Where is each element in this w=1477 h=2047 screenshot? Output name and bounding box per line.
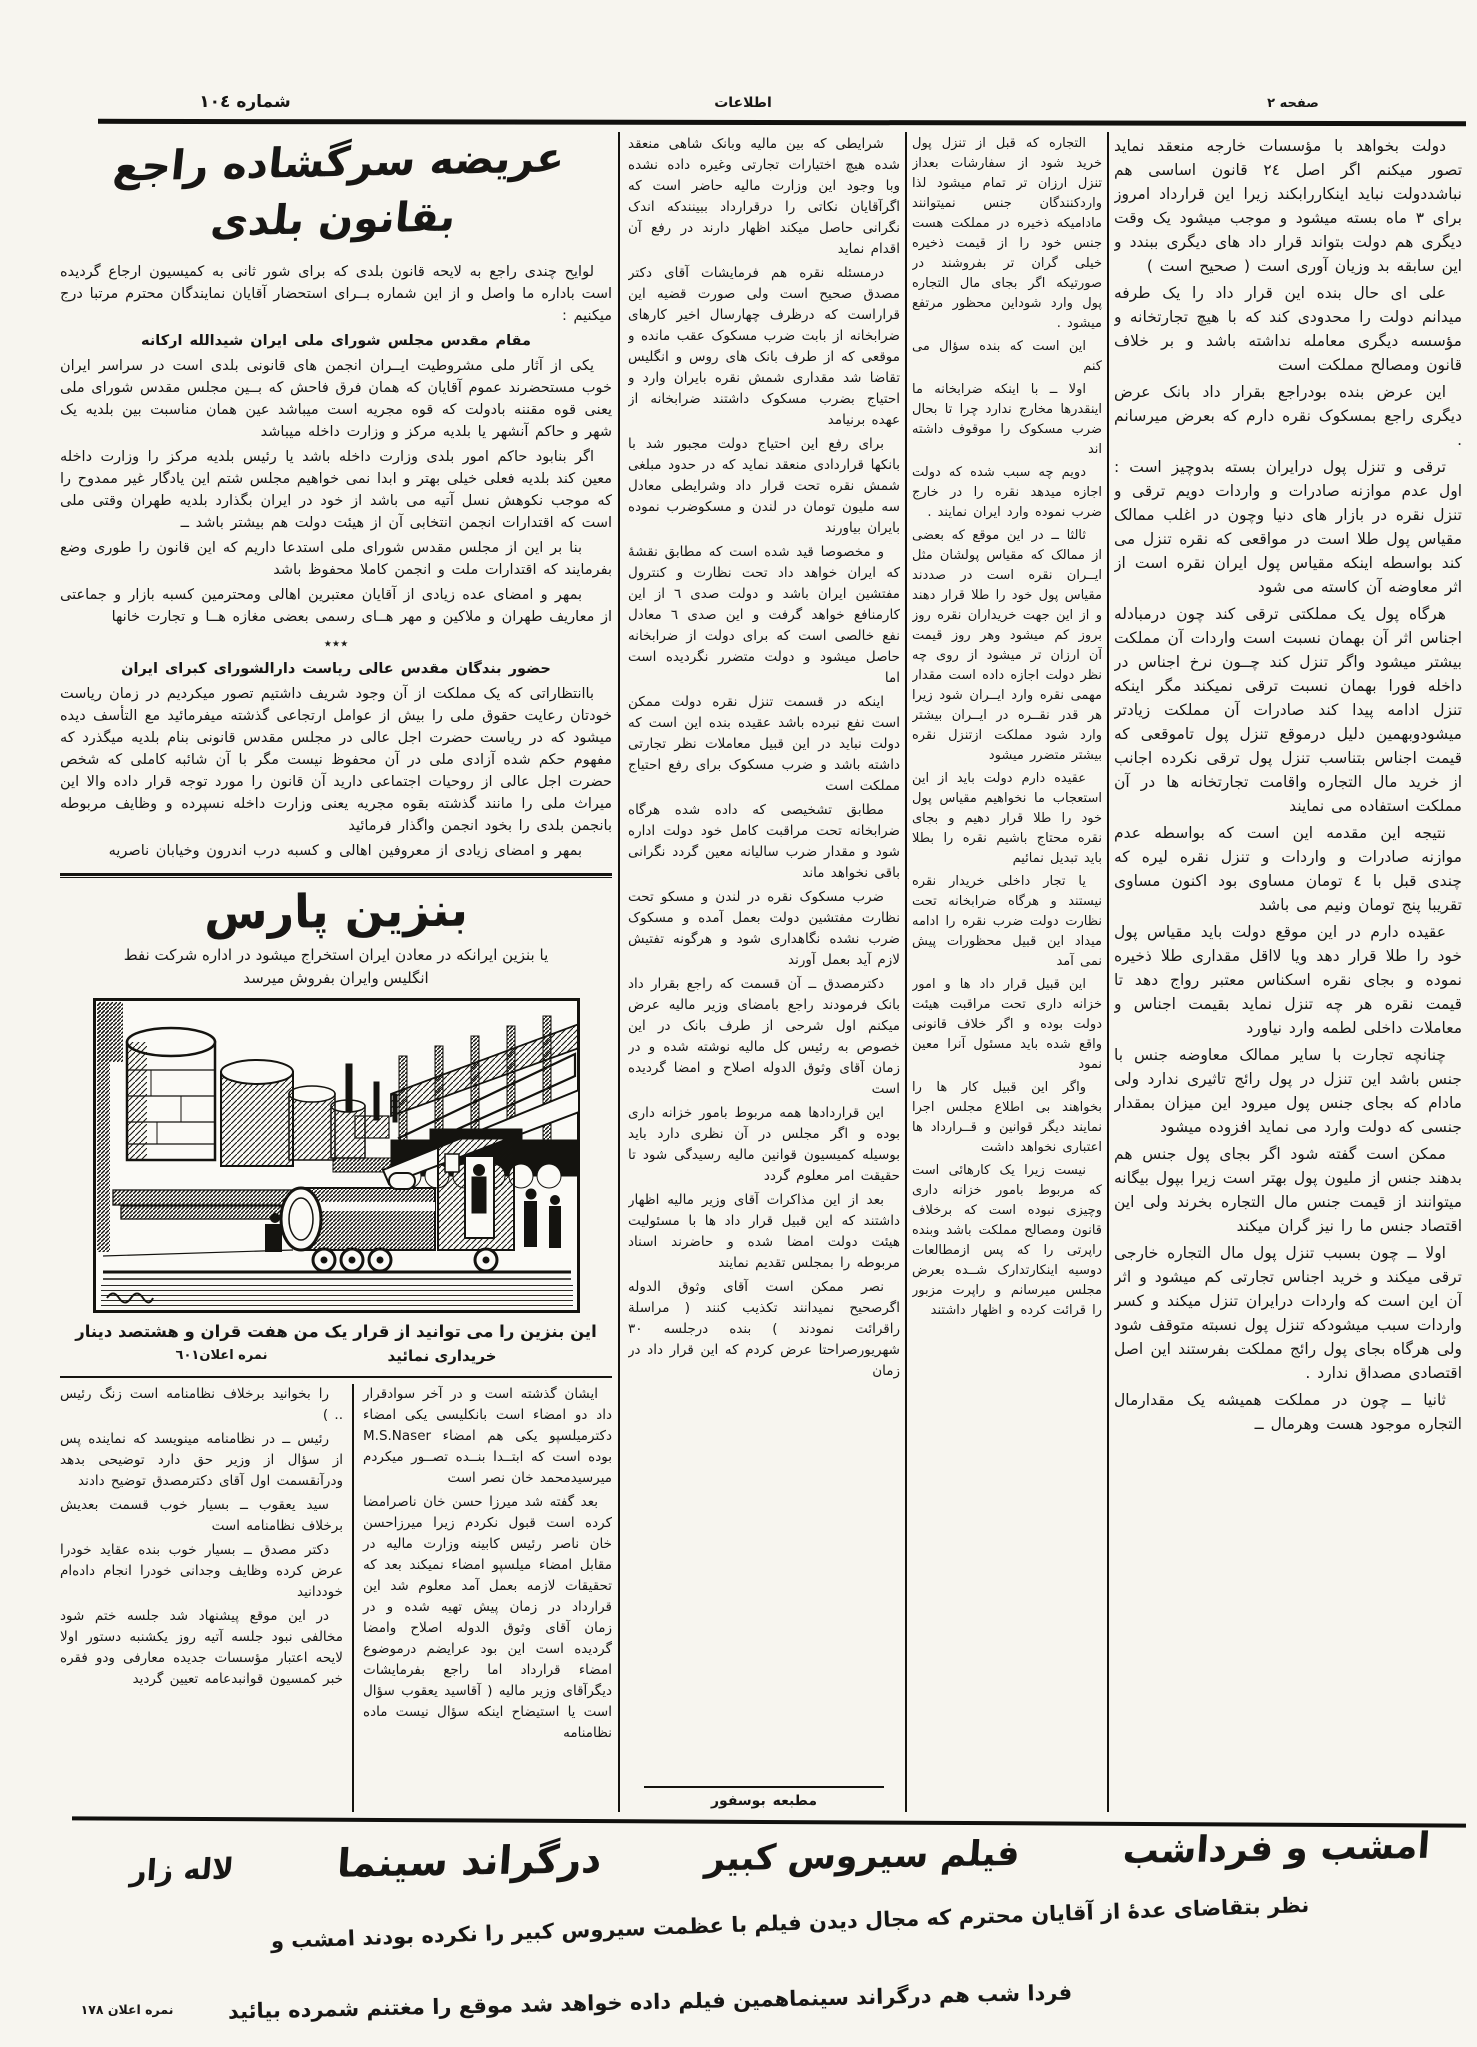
body-paragraph: دکتر مصدق ــ بسیار خوب بنده عقاید خودرا عرض کرده وظایف وجدانی خودرا انجام داده‌ام خوددانید: [60, 1541, 343, 1600]
ad-number: نمره اعلان٦٠١: [175, 1347, 268, 1363]
body-paragraph: اینکه در قسمت تنزل نقره دولت ممکن است نفع نبرده باشد عقیده بنده این است که دولت نباید در این قبیل معاملات نظر تجارتی داشته باشد و ضرب مسکوک برای رفع احتیاج مملکت است: [628, 694, 900, 794]
body-paragraph: نیست زیرا یک کارهائی است که مربوط بامور خزانه داری وچیزی نبوده است که برخلاف قانون ومصالح مملکت باشد وبنده راپرتی را که پس ازمطالعات دوسیه اینکارتدارک شــده بعرض مجلس میرسانم و راپرت مزبور را قرائت کرده و اظهار داشتند: [912, 1163, 1102, 1318]
body-paragraph: سید یعقوب ــ بسیار خوب قسمت بعدیش برخلاف نظامنامه است: [60, 1496, 343, 1534]
cinema-ad-number: نمره اعلان ١٧٨: [80, 2002, 174, 2017]
body-paragraph: این قبیل قرار داد ها و امور خزانه داری تحت مراقبت هیئت دولت بوده و اگر خلاف قانونی واقع شده باید مسئول آنرا معین نمود: [912, 977, 1102, 1072]
body-paragraph: ضرب مسکوک نقره در لندن و مسکو تحت نظارت مفتشین دولت بعمل آمده و مسکوک ضرب نشده نگاهداری شود و هرگونه تفتیش لازم آید بعمل آورند: [628, 889, 900, 968]
letter-intro: لوایح چندی راجع به لایحه قانون بلدی که برای شور ثانی به کمیسیون ارجاع گردیده است باداره ما واصل و از این شماره بــرای استحضار آقایان نمایندگان محترم مرتبا درج میکنیم :: [60, 263, 612, 324]
body-paragraph: دکترمصدق ــ آن قسمت که راجع بقرار داد بانک فرمودند راجع بامضای وزیر مالیه عرض میکنم اول شرحی از طرف بانک در این خصوص به رئیس کل مالیه نوشته شده و در زمان آقای وثوق الدوله اصلاح و امضا گردیده است: [628, 976, 900, 1097]
body-paragraph: التجاره که قبل از تنزل پول خرید شود از سفارشات بعداز تنزل ارزان تر تمام میشود لذا واردکنندگان جنس نمیتوانند مادامیکه ذخیره در مملکت هست جنس خود را از قیمت ذخیره خیلی گران تر بفروشند در صورتیکه اگر بجای مال التجاره پول وارد شوداین محظور مرتفع میشود .: [912, 136, 1102, 331]
cinema-banner-item: امشب و فرداشب: [1121, 1825, 1432, 1873]
body-paragraph: درمسئله نقره هم فرمایشات آقای دکتر مصدق صحیح است ولی صورت قضیه این قراراست که درظرف چهارسال اخیر کارهای ضرابخانه از بابت ضرب مسکوک عقب مانده و موقعی که از طرف بانک های روس و انگلیس تقاضا شد مقداری شمش نقره بایران وارد و احتیاج بضرب مسکوک داشتند ضرابخانه از عهده برنیامد: [628, 265, 900, 428]
printer-imprint: مطبعه بوسفور: [710, 1793, 817, 1809]
body-paragraph: دولت بخواهد با مؤسسات خارجه منعقد نماید تصور میکنم اگر اصل ٢٤ قانون اساسی هم نباشددولت نباید اینکاررابکند زیرا این قرارداد امروز برای ٣ ماه بسته میشود و موجب میشود یک وقت دیگری هم دولت بتواند قرار داد های دیگری ببندد و این سابقه بد وزیان آوری است ( صحیح است ): [1114, 137, 1462, 275]
open-letter-body: [60, 261, 612, 865]
body-paragraph: یا تجار داخلی خریدار نقره نیستند و هرگاه ضرابخانه تحت نظارت دولت ضرب نقره را ادامه میداد این قبیل محظورات پیش نمی آمد: [912, 874, 1102, 969]
body-paragraph: نتیجه این مقدمه این است که بواسطه عدم موازنه صادرات و واردات و تنزل نقره لیره که چندی قبل با ٤ تومان مساوی بود اکنون مساوی تقریبا پنج تومان ونیم می باشد: [1114, 824, 1462, 914]
body-paragraph: ثالثا ــ در این موقع که بعضی از ممالک که مقیاس پولشان مثل ایــران نقره است در صددند مقیاس پول خود را طلا قرار دهند و از این جهت خریداران نقره روز بروز کم میشود وهر روز قیمت آن ارزان تر میشود از روی چه نظر دولت اجازه داده است مقدار مهمی نقره وارد ایــران شود زیرا هر قدر نقــره در ایــران بیشتر وارد شود مملکت ازتنزل نقره بیشتر متضرر میشود: [912, 528, 1102, 763]
second-letter-title: حضور بندگان مقدس عالی ریاست دارالشورای کبرای ایران: [121, 660, 551, 677]
body-paragraph: ثانیا ــ چون در مملکت همیشه یک مقدارمال التجاره موجود هست وهرمال ــ: [1114, 1391, 1462, 1433]
letter-salutation: مقام مقدس مجلس شورای ملی ایران شیدالله ارکانه: [141, 332, 531, 349]
letter-paragraph: اگر بنابود حاکم امور بلدی وزارت داخله باشد یا رئیس بلدیه مرکز را وزارت داخله معین کند بلدیه فعلی خیلی بهتر و ابدا نمی خواهیم مجلس شتم این یادگار غیر ممدوح را که موجب نکوهش نسل آتیه می باشد از خود در ایران بگذارد بلدیه طهران وقتی ملی است که اقتدارات انجمن انتخابی آن از هیئت دولت هم بیشتر باشد ــ: [60, 448, 612, 531]
column-3-text: [628, 134, 900, 1781]
body-paragraph: مطابق تشخیصی که داده شده هرگاه ضرابخانه تحت مراقبت کامل خود دولت اداره شود و مقدار ضرب سالیانه معین گردد نگرانی باقی نخواهد ماند: [628, 802, 900, 881]
body-paragraph: و مخصوصا قید شده است که مطابق نقشهٔ که ایران خواهد داد تحت نظارت و کنترول مفتشین ایران باشد و دولت صدی ٦ از این کارمنافع خواهد گرفت و این صدی ٦ معادل نفع خالصی است که برای دولت از ضرابخانه حاصل میشود و دولت متضرر نگردیده است اما: [628, 544, 900, 686]
body-paragraph: اولا ــ چون بسبب تنزل پول مال التجاره خارجی ترقی میکند و خرید اجناس تجارتی کم میشود و اثر آن این است که واردات درایران تنزل میکند و کسر واردات سبب میشودکه تنزل پول نسبته متوقف شود ولی هرگاه بجای پول رائج مملکت بفرستند این اصل اقتصادی مصداق ندارد .: [1114, 1244, 1462, 1382]
column-1-silver-speech: [1114, 134, 1462, 1812]
body-paragraph: شرایطی که بین مالیه وبانک شاهی منعقد شده هیچ اختیارات تجارتی وغیره داده نشده وبا وجود این وزارت مالیه حاضر است که اگرآقایان نکاتی را درقرارداد ببینندکه اندک نگرانی حاصل میکند اظهار دارند در رفع آن اقدام نماید: [628, 136, 900, 257]
body-paragraph: ترقی و تنزل پول درایران بسته بدوچیز است : اول عدم موازنه صادرات و واردات دویم ترقی و تنزل نقره در بازار های دنیا وچون در اغلب ممالک مقیاس پول طلا است در مواقعی که نقره تنزل می کند بواسطه اینکه مقیاس پول ایران نقره است از اثر معاوضه آن کاسته می شود: [1114, 458, 1462, 596]
subcolumn-divider: [352, 1384, 354, 1812]
body-paragraph: رئیس ــ در نظامنامه مینویسد که نماینده پس از سؤال از وزیر حق دارد توضیحی بدهد ودرآنقسمت اول آقای دکترمصدق توضیح دادند: [60, 1430, 343, 1489]
body-paragraph: ممکن است گفته شود اگر بجای پول جنس هم بدهند جنس از ملیون پول بهتر است زیرا بپول بیگانه میتوانند از قیمت جنس مال التجاره بخرند ولی این اقتصاد جنس ما را نیز گران میکند: [1114, 1145, 1462, 1235]
debate-left-subcolumn: [60, 1384, 352, 1812]
body-paragraph: این عرض بنده بودراجع بقرار داد بانک عرض دیگری راجع بمسکوک نقره دارم که بعرض میرسانم .: [1114, 383, 1462, 449]
cinema-banner-item: درگراند سینما: [335, 1837, 604, 1887]
body-paragraph: علی ای حال بنده این قرار داد را یک طرفه میدانم دولت را محدودی کند که با هیچ تجارتخانه و مؤسسه دیگری معامله نداشته باشد و بر خلاف قانون ومصالح مملکت است: [1114, 284, 1462, 374]
majles-debate-continuation: [60, 1384, 612, 1812]
body-paragraph: بعد گفته شد میرزا حسن خان ناصرامضا کرده است قبول نکردم زیرا میرزاحسن خان ناصر رئیس کابینه وزارت مالیه در مقابل امضاء میلسپو امضاء نمیکند بعد که تحقیقات لازمه بعمل آمد معلوم شد این قرارداد در زمان پیش تهیه شده و در زمان آقای وثوق الدوله اصلاح وامضا گردیده است این بود عرایضم درموضوع امضاء قرارداد اما راجع بفرمایشات دیگرآقای وزیر مالیه ( آقاسید یعقوب سؤال است یا استیضاح اینکه سؤال نیست ماده نظامنامه: [362, 1493, 612, 1741]
ad-text-line: انگلیس وایران بفروش میرسد: [243, 968, 429, 987]
ad-caption-line: خریداری نمائید: [387, 1346, 497, 1365]
column-4-feature: [60, 132, 612, 1812]
body-paragraph: چنانچه تجارت با سایر ممالک معاوضه جنس با جنس باشد این تنزل در پول رائج تاثیری ندارد ولی مادام که بجای جنس پول میرود این میزان بمقدار جنسی که دولت وارد می نماید افزوده میشود: [1114, 1046, 1462, 1136]
printer-rule: [644, 1786, 883, 1788]
second-letter-body: باانتظاراتی که یک مملکت از آن وجود شریف داشتیم تصور میکردیم در زمان ریاست خودتان رعایت حقوق ملی را بیش از عوامل ارتجاعی گذشته میفرمائید مع التأسف دیده میشود که در ریاست حضرت اجل عالی در مجلس مقدس قانونی بنام بلدیه میگذرد که مفهوم حکم شده آزادی ملی در آن محفوظ نیست مگر با آن شائبه کاملی که شخص حضرت اجل عالی از روحیات اجتماعی دارید آن قانون را مورد توجه قرار داده والا این میراث ملی را مانند گذشته بقوه مجریه یعنی وزارت داخله نسپرده و وظایف مربوطه بانجمن بلدی را بخود انجمن واگذار فرمائید: [60, 685, 612, 834]
cinema-banner: [130, 1823, 1431, 1891]
letter-paragraph: بنا بر این از مجلس مقدس شورای ملی استدعا داریم که این قانون را طوری وضع بفرمایند که اقتدارات ملت و انجمن کاملا محفوظ باشد: [60, 539, 612, 578]
ad-text-line: یا بنزین ایرانکه در معادن ایران استخراج میشود در اداره شرکت نفط: [123, 945, 549, 964]
body-paragraph: عقیده دارم دولت باید از این استعجاب ما نخواهیم مقیاس پول خود را طلا قرار دهیم و بجای نقره محتاج باشیم نقره را بطلا باید تبدیل نمائیم: [912, 771, 1102, 866]
body-paragraph: نصر ممکن است آقای وثوق الدوله اگرصحیح نمیدانند تکذیب کنند ( مراسلة راقرائت نمودند ) بنده درجلسه ٣٠ شهریورصراحتا عرض کردم که این قرار داد در زمان: [628, 1279, 900, 1379]
column-divider: [1107, 132, 1109, 1812]
benzin-pars-ad-title: بنزین پارس: [203, 882, 469, 940]
body-paragraph: عقیده دارم در این موقع دولت باید مقیاس پول خود را طلا قرار دهد ویا لااقل مقداری طلا ذخیره نموده و بجای نقره اسکناس معتبر رواج دهد تا قیمت نقره هر چه تنزل نماید بقیمت اجناس و معاملات داخلی لطمه وارد نیاورد: [1114, 923, 1462, 1037]
cinema-banner-item: فیلم سیروس کبیر: [703, 1833, 1021, 1880]
page-number: صفحه ٢: [1267, 96, 1319, 111]
body-paragraph: دویم چه سبب شده که دولت اجازه میدهد نقره را در خارج ضرب نموده وارد ایران نمایند .: [912, 465, 1102, 520]
ad-caption-row: [60, 1344, 612, 1368]
body-paragraph: هرگاه پول یک مملکتی ترقی کند چون درمبادله اجناس اثر آن بهمان نسبت است واردات آن مملکت بیشتر میشود واگر تنزل کند چــون نرخ اجناس در داخله فورا بهمان نسبت ترقی نمیکند مگر اینکه تنزل ادامه پیدا کند صادرات آن مملکت زیادتر میشودوبهمین دلیل درموقع تنزل پول تاموقعی که قیمت اجناس بتناسب تنزل پول ترقی نکرده اجانب از خرید مال التجاره واقامت تجارتخانه ها در آن مملکت استفاده می نمایند: [1114, 605, 1462, 815]
body-paragraph: در این موقع پیشنهاد شد جلسه ختم شود مخالفی نبود جلسه آتیه روز یکشنبه دستور اولا لایحه اعتبار مؤسسات جدیده معارفی ودو فقره خبر کمسیون قوانبدعامه تعیین گردید: [60, 1607, 343, 1687]
issue-number: شماره ١٠٤: [199, 92, 291, 112]
debate-right-subcolumn: [354, 1384, 612, 1812]
section-separator-ornament: ٭٭٭: [323, 633, 349, 652]
ad-top-rule: [60, 873, 612, 878]
masthead: اطلاعات: [714, 95, 772, 111]
cab-with-figure: [430, 1129, 522, 1271]
body-paragraph: ایشان گذشته است و در آخر سوادقرار داد دو امضاء است بانکلیسی یکی امضاء دکترمیلسپو یکی هم امضاء M.S.Naser بوده است که ابتــدا بنــده تصــور میکردم میرسیدمحمد خان نصر است: [363, 1385, 612, 1486]
body-paragraph: را بخوانید برخلاف نظامنامه است زنگ رئیس .. ): [60, 1385, 343, 1423]
cinema-note-line1: نظر بتقاضای عدهٔ از آقایان محترم که مجال دیدن فیلم با عظمت سیروس کبیر را نکرده بودند امشب و: [270, 1892, 1310, 1954]
ad-caption-line: این بنزین را می توانید از قرار یک من هفت قران و هشتصد دینار: [75, 1321, 597, 1341]
body-paragraph: این است که بنده سؤال می کنم: [912, 339, 1102, 374]
column-divider: [905, 132, 907, 1812]
body-paragraph: واگر این قبیل کار ها را بخواهند بی اطلاع مجلس اجرا نمایند دیگر قوانین و قــرارداد ها اعتباری نخواهد داشت: [912, 1080, 1102, 1155]
open-letter-headline: عریضه سرگشاده راجع بقانون بلدی: [111, 133, 567, 246]
letter-signatures: بمهر و امضای عده زیادی از آقایان معتبرین اهالی ومحترمین کسبه بازار و جماعتی از معاریف طهران و ملاکین و مهر هــای رسمی بعضی مغازه هــا و تجارت خانها: [60, 586, 612, 625]
cinema-banner-item: لاله زار: [128, 1851, 235, 1888]
second-letter-signatures: بمهر و امضای زیادی از معروفین اهالی و کسبه درب اندرون وخیابان ناصریه: [108, 842, 582, 859]
body-paragraph: بعد از این مذاکرات آقای وزیر مالیه اظهار داشتند که این قبیل قرار داد ها با مسئولیت هیئت دولت امضا شده و حاضرند اسناد مربوطه را بمجلس تقدیم نمایند: [628, 1192, 900, 1271]
body-paragraph: این قراردادها همه مربوط بامور خزانه داری بوده و اگر مجلس در آن نظری دارد باید بوسیله کمیسیون قوانین مالیه رسیدگی شود تا حقیقت امر معلوم گردد: [628, 1105, 900, 1184]
column-divider: [618, 132, 620, 1812]
debate-top-rule: [60, 1376, 612, 1378]
body-paragraph: برای رفع این احتیاج دولت مجبور شد با بانکها قراردادی منعقد نماید که در حدود مبلغی شمش نقره تحت قرار داد وشرایطی معادل سه ملیون تومان در لندن و مسکوضرب نموده بایران بیاورند: [628, 436, 900, 536]
letter-paragraph: یکی از آثار ملی مشروطیت ایــران انجمن های قانونی بلدی است در سراسر ایران خوب مستحضرند عموم آقایان که همان فرق فاحش که بــین مجلس مقدس شورای ملی یعنی قوه مقننه بادولت که قوه مجریه است میباشد عین همان مناسبت بین بلدیه یک شهر و حاکم آنشهر یا بلدیه مرکز و وزارت داخله میباشد: [60, 357, 612, 440]
benzin-pars-illustration: [93, 998, 580, 1313]
body-paragraph: اولا ــ با اینکه ضرابخانه ما اینقدرها مخارج ندارد چرا تا بحال ضرب مسکوک را موقوف داشته اند: [912, 382, 1102, 457]
header-rule: [98, 119, 1466, 126]
cinema-note-line2: فردا شب هم درگراند سینماهمین فیلم داده خواهد شد موقع را مغتنم شمرده بیائید: [227, 1980, 1073, 2024]
column-2-questions: [912, 134, 1102, 1812]
column-3-mint-contract: [628, 134, 900, 1812]
